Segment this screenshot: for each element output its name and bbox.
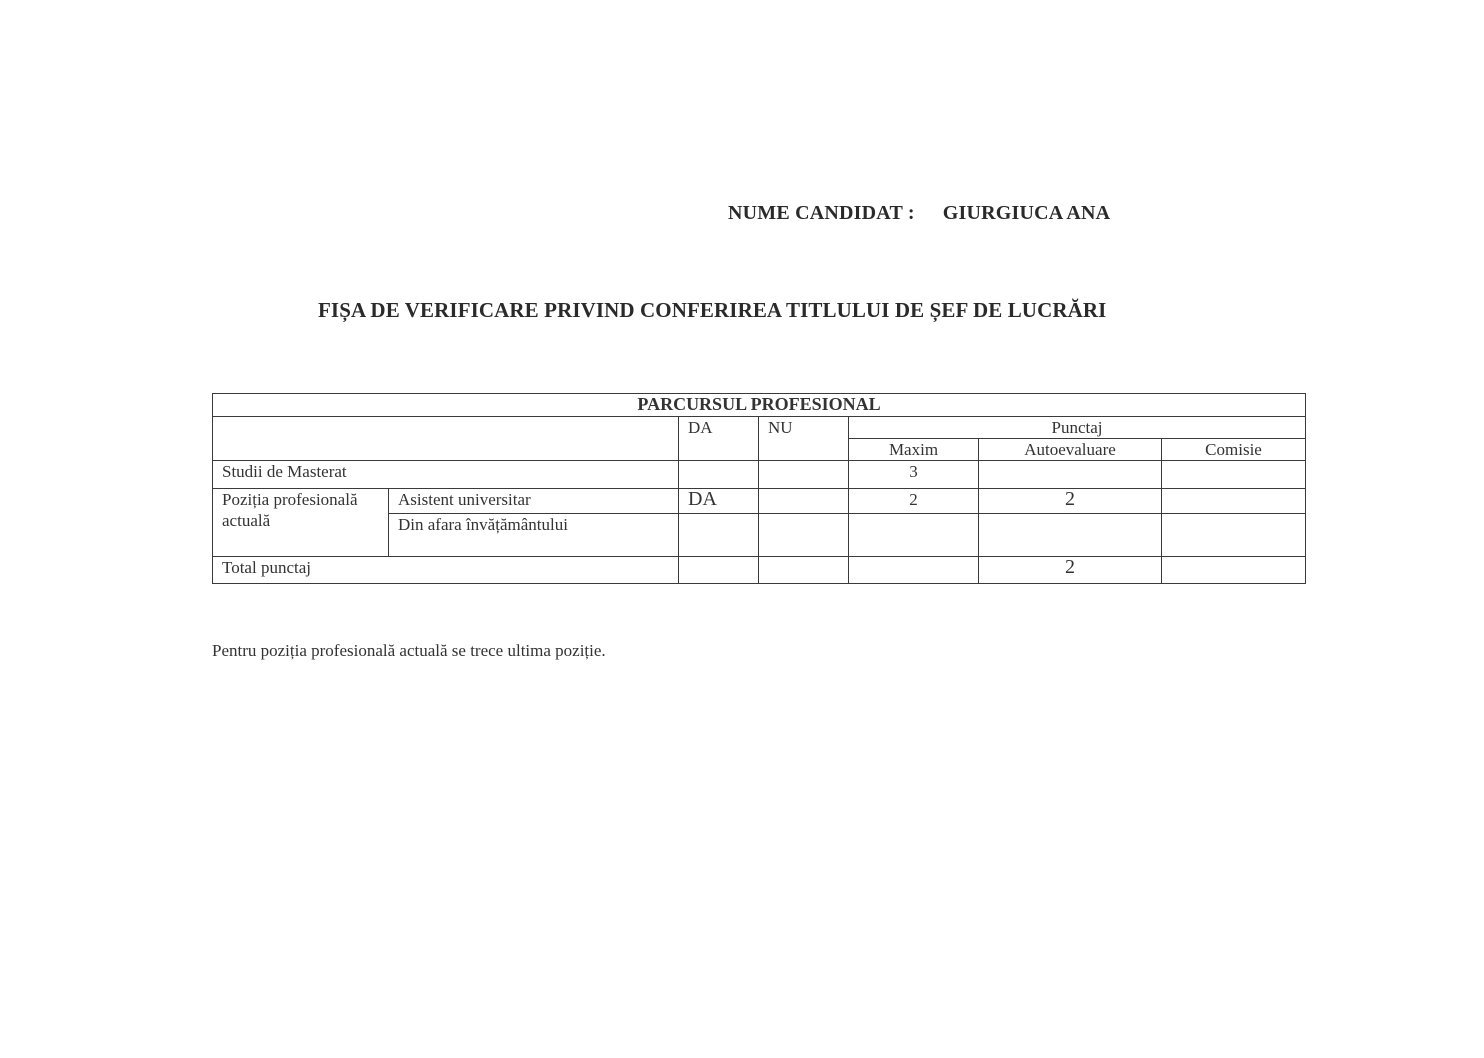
cell-asistent-da: DA	[679, 489, 759, 514]
table-row	[213, 557, 1306, 584]
cell-masterat-autoevaluare	[979, 461, 1162, 489]
col-header-maxim: Maxim	[849, 439, 979, 461]
section-header: PARCURSUL PROFESIONAL	[213, 394, 1306, 417]
cell-total-comisie	[1162, 557, 1306, 584]
cell-asistent-autoevaluare: 2	[979, 489, 1162, 514]
cell-asistent-maxim: 2	[849, 489, 979, 514]
cell-afara-comisie	[1162, 514, 1306, 557]
candidate-label: NUME CANDIDAT :	[728, 202, 915, 224]
cell-afara-maxim	[849, 514, 979, 557]
row-label-total: Total punctaj	[213, 557, 679, 584]
row-label-pozitie: Poziția profesională actuală	[213, 489, 389, 557]
row-label-din-afara: Din afara învățământului	[389, 514, 679, 557]
cell-masterat-maxim: 3	[849, 461, 979, 489]
candidate-line	[728, 202, 1110, 225]
cell-asistent-nu	[759, 489, 849, 514]
cell-masterat-nu	[759, 461, 849, 489]
col-header-nu: NU	[759, 417, 849, 461]
cell-total-nu	[759, 557, 849, 584]
cell-asistent-comisie	[1162, 489, 1306, 514]
table-row	[213, 489, 1306, 514]
document-title: FIȘA DE VERIFICARE PRIVIND CONFERIREA TITLULUI DE ȘEF DE LUCRĂRI	[318, 298, 1107, 322]
cell-masterat-da	[679, 461, 759, 489]
evaluation-table	[212, 393, 1306, 584]
empty-header-cell	[213, 417, 679, 461]
col-header-punctaj: Punctaj	[849, 417, 1306, 439]
table-row	[213, 417, 1306, 439]
cell-total-maxim	[849, 557, 979, 584]
candidate-name: GIURGIUCA ANA	[942, 202, 1111, 224]
col-header-comisie: Comisie	[1162, 439, 1306, 461]
cell-total-da	[679, 557, 759, 584]
cell-afara-nu	[759, 514, 849, 557]
cell-masterat-comisie	[1162, 461, 1306, 489]
table-row	[213, 394, 1306, 417]
col-header-autoevaluare: Autoevaluare	[979, 439, 1162, 461]
table-row	[213, 461, 1306, 489]
cell-total-autoevaluare: 2	[979, 557, 1162, 584]
col-header-da: DA	[679, 417, 759, 461]
row-label-masterat: Studii de Masterat	[213, 461, 679, 489]
cell-afara-autoevaluare	[979, 514, 1162, 557]
row-label-asistent: Asistent universitar	[389, 489, 679, 514]
footnote: Pentru poziția profesională actuală se trece ultima poziție.	[212, 641, 606, 660]
cell-afara-da	[679, 514, 759, 557]
